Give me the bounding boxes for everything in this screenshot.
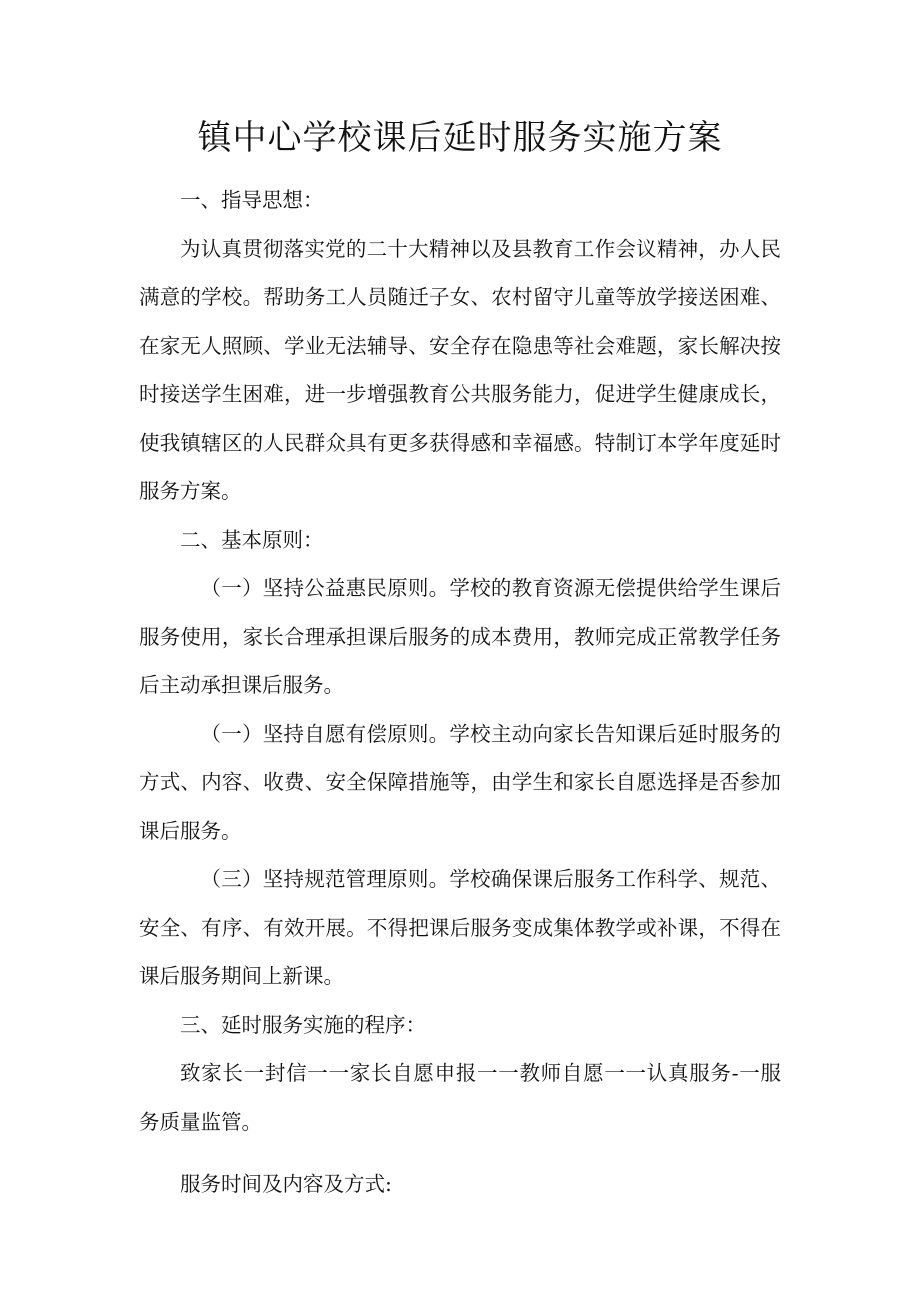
principle-standard-management: （三）坚持规范管理原则。学校确保课后服务工作科学、规范、安全、有序、有效开展。不得把课后服务变成集体教学或补课，不得在课后服务期间上新课。: [139, 867, 781, 988]
document-title: 镇中心学校课后延时服务实施方案: [197, 118, 723, 158]
section-heading-procedure: 三、延时服务实施的程序：: [180, 1012, 426, 1037]
principle-public-welfare: （一）坚持公益惠民原则。学校的教育资源无偿提供给学生课后服务使用，家长合理承担课后服务的成本费用，教师完成正常教学任务后主动承担课后服务。: [139, 576, 781, 697]
section-heading-basic-principles: 二、基本原则：: [180, 527, 324, 552]
paragraph-procedure: 致家长一封信一一家长自愿申报一一教师自愿一一认真服务-一服务质量监管。: [139, 1061, 781, 1134]
subheading-service-time: 服务时间及内容及方式:: [180, 1172, 392, 1196]
document-body: [139, 176, 781, 1209]
principle-voluntary-paid: （一）坚持自愿有偿原则。学校主动向家长告知课后延时服务的方式、内容、收费、安全保障措施等，由学生和家长自愿选择是否参加课后服务。: [139, 721, 781, 843]
section-heading-guiding-ideology: 一、指导思想：: [180, 188, 324, 212]
paragraph-guiding-ideology: 为认真贯彻落实党的二十大精神以及县教育工作会议精神，办人民满意的学校。帮助务工人员随迁子女、农村留守儿童等放学接送困难、在家无人照顾、学业无法辅导、安全存在隐患等社会难题，家长解决按时接送学生困难，进一步增强教育公共服务能力，促进学生健康成长，使我镇辖区的人民群众具有更多获得感和幸福感。特制订本学年度延时服务方案。: [139, 236, 781, 503]
